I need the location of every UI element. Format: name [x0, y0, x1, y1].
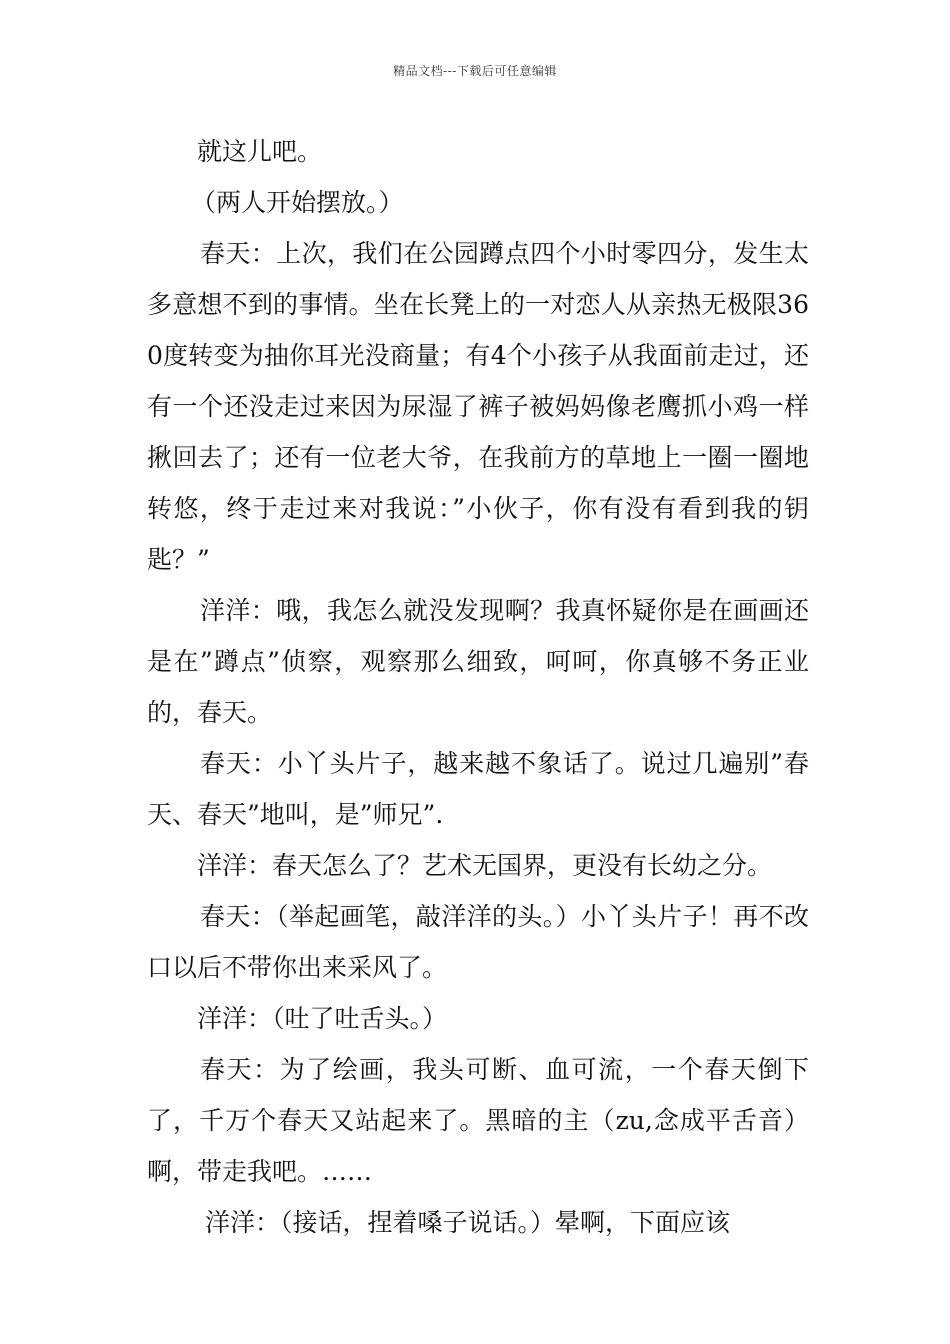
paragraph-6: 洋洋：春天怎么了？艺术无国界，更没有长幼之分。	[197, 851, 773, 880]
paragraph-9: 春天：为了绘画，我头可断、血可流，一个春天倒下了，千万个春天又站起来了。黑暗的主（zu,念成平舌音）啊，带走我吧。……	[147, 1055, 809, 1186]
paragraph-8: 洋洋：（吐了吐舌头。）	[197, 1004, 448, 1033]
paragraph-4: 洋洋：哦，我怎么就没发现啊？我真怀疑你是在画画还是在”蹲点”侦察，观察那么细致，呵呵，你真够不务正业的，春天。	[147, 596, 809, 727]
paragraph-5: 春天：小丫头片子，越来越不象话了。说过几遍别”春天、春天”地叫，是”师兄”.	[147, 749, 809, 829]
paragraph-10: 洋洋：（接话，捏着嗓子说话。）晕啊，下面应该	[205, 1208, 731, 1237]
paragraph-3: 春天：上次，我们在公园蹲点四个小时零四分，发生太多意想不到的事情。坐在长凳上的一对恋人从亲热无极限360度转变为抽你耳光没商量；有4个小孩子从我面前走过，还有一个还没走过来因为尿湿了裤子被妈妈像老鹰抓小鸡一样揪回去了；还有一位老大爷，在我前方的草地上一圈一圈地转悠，终于走过来对我说：”小伙子，你有没有看到我的钥匙？”	[147, 239, 809, 574]
paragraph-2: （两人开始摆放。）	[191, 188, 404, 217]
page-header: 精品文档---下载后可任意编辑	[393, 64, 557, 78]
document-body	[147, 126, 809, 1248]
paragraph-1: 就这儿吧。	[197, 137, 323, 166]
paragraph-7: 春天：（举起画笔，敲洋洋的头。）小丫头片子！再不改口以后不带你出来采风了。	[147, 902, 809, 982]
